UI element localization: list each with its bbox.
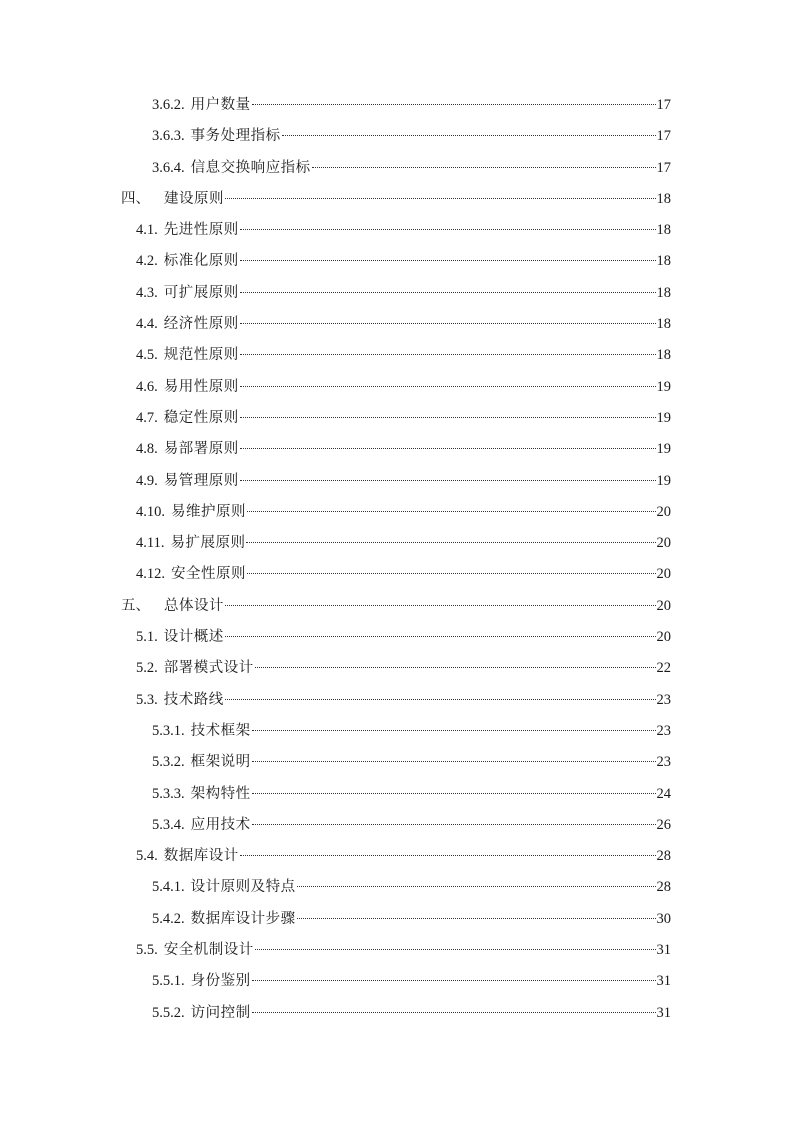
toc-entry-title: 安全性原则 — [171, 566, 246, 583]
dot-leader — [297, 886, 656, 887]
toc-entry-title: 信息交换响应指标 — [190, 159, 311, 176]
toc-entry-number: 5.3.2. — [152, 754, 185, 771]
toc-entry-title: 可扩展原则 — [163, 284, 239, 301]
toc-entry[interactable] — [0, 559, 793, 590]
dot-leader — [247, 511, 656, 512]
toc-entry-number: 五、 — [121, 597, 150, 614]
toc-entry-number: 3.6.3. — [152, 128, 185, 145]
toc-entry-title: 总体设计 — [164, 597, 224, 614]
toc-entry[interactable] — [0, 466, 793, 497]
toc-entry-page-number: 19 — [656, 441, 671, 458]
toc-entry[interactable] — [0, 340, 793, 371]
toc-entry-number: 3.6.2. — [152, 97, 185, 113]
toc-entry[interactable] — [0, 215, 793, 246]
toc-entry-page-number: 17 — [656, 128, 671, 145]
toc-entry-title: 设计概述 — [163, 629, 224, 646]
toc-entry-number: 4.12. — [136, 566, 165, 583]
toc-entry-title: 设计原则及特点 — [190, 879, 296, 896]
toc-entry-number: 5.5.2. — [152, 1004, 185, 1021]
toc-entry-number: 5.3.3. — [152, 785, 185, 802]
toc-entry-page-number: 18 — [656, 284, 671, 301]
dot-leader — [252, 730, 656, 731]
dot-leader — [252, 824, 656, 825]
toc-entry-title: 数据库设计 — [163, 848, 239, 865]
toc-entry-number: 5.1. — [136, 629, 158, 646]
toc-entry-page-number: 31 — [656, 1004, 671, 1021]
toc-entry-page-number: 22 — [656, 660, 671, 677]
toc-entry[interactable] — [0, 434, 793, 465]
dot-leader — [240, 260, 656, 261]
toc-entry-number: 4.8. — [136, 441, 158, 458]
toc-entry-page-number: 28 — [656, 848, 671, 865]
toc-entry[interactable] — [0, 872, 793, 903]
toc-entry-page-number: 18 — [656, 222, 671, 239]
toc-entry-number: 5.5. — [136, 942, 158, 959]
toc-entry-title: 标准化原则 — [163, 253, 239, 270]
toc-entry-number: 4.1. — [136, 222, 158, 239]
toc-entry-page-number: 30 — [656, 910, 671, 927]
table-of-contents — [0, 90, 793, 1029]
toc-entry-page-number: 18 — [656, 253, 671, 270]
dot-leader — [225, 198, 656, 199]
toc-entry[interactable] — [0, 935, 793, 966]
toc-entry-number: 4.11. — [136, 535, 165, 552]
dot-leader — [297, 918, 656, 919]
toc-entry-number: 4.7. — [136, 409, 158, 426]
toc-entry-page-number: 19 — [656, 472, 671, 489]
toc-entry[interactable] — [0, 403, 793, 434]
dot-leader — [225, 605, 656, 606]
toc-entry-page-number: 17 — [656, 159, 671, 176]
toc-entry-page-number: 23 — [656, 754, 671, 771]
toc-entry-page-number: 23 — [656, 722, 671, 739]
toc-entry-number: 4.4. — [136, 316, 158, 333]
toc-entry[interactable] — [0, 779, 793, 810]
toc-entry[interactable] — [0, 653, 793, 684]
dot-leader — [240, 417, 656, 418]
toc-entry-number: 4.9. — [136, 472, 158, 489]
toc-entry[interactable] — [0, 622, 793, 653]
toc-entry[interactable] — [0, 90, 793, 121]
toc-entry-title: 稳定性原则 — [163, 409, 239, 426]
toc-entry-page-number: 20 — [656, 629, 671, 646]
toc-entry-page-number: 20 — [656, 597, 671, 614]
toc-entry-page-number: 20 — [656, 566, 671, 583]
toc-entry[interactable] — [0, 309, 793, 340]
toc-entry[interactable] — [0, 591, 793, 622]
toc-entry-page-number: 31 — [656, 942, 671, 959]
toc-entry[interactable] — [0, 966, 793, 997]
dot-leader — [246, 542, 655, 543]
toc-entry-title: 技术路线 — [163, 691, 224, 708]
dot-leader — [240, 354, 656, 355]
dot-leader — [282, 135, 656, 136]
toc-entry[interactable] — [0, 246, 793, 277]
toc-entry-title: 架构特性 — [190, 785, 251, 802]
toc-entry-number: 5.4. — [136, 848, 158, 865]
toc-entry-title: 易部署原则 — [163, 441, 239, 458]
toc-entry-title: 易扩展原则 — [170, 535, 246, 552]
toc-entry-title: 先进性原则 — [163, 222, 239, 239]
toc-entry-title: 易用性原则 — [163, 378, 239, 395]
toc-entry-page-number: 24 — [656, 785, 671, 802]
toc-entry-number: 5.5.1. — [152, 973, 185, 990]
toc-entry-title: 易管理原则 — [163, 472, 239, 489]
toc-entry-number: 四、 — [121, 190, 150, 207]
toc-entry-page-number: 31 — [656, 973, 671, 990]
toc-entry[interactable] — [0, 841, 793, 872]
toc-entry[interactable] — [0, 904, 793, 935]
toc-entry[interactable] — [0, 153, 793, 184]
dot-leader — [252, 1012, 656, 1013]
toc-entry-page-number: 20 — [656, 503, 671, 520]
toc-entry[interactable] — [0, 372, 793, 403]
toc-entry-title: 部署模式设计 — [163, 660, 254, 677]
dot-leader — [247, 573, 656, 574]
toc-entry-page-number: 18 — [656, 347, 671, 364]
toc-entry-page-number: 20 — [656, 535, 671, 552]
toc-entry-number: 5.3. — [136, 691, 158, 708]
dot-leader — [252, 104, 656, 105]
toc-entry[interactable] — [0, 998, 793, 1029]
dot-leader — [240, 386, 656, 387]
toc-entry-page-number: 23 — [656, 691, 671, 708]
toc-entry-page-number: 17 — [656, 97, 671, 113]
toc-entry-page-number: 19 — [656, 378, 671, 395]
toc-entry[interactable] — [0, 810, 793, 841]
toc-entry-title: 技术框架 — [190, 722, 251, 739]
toc-entry-title: 事务处理指标 — [190, 128, 281, 145]
toc-entry-title: 应用技术 — [190, 816, 251, 833]
toc-entry-title: 访问控制 — [190, 1004, 251, 1021]
dot-leader — [225, 699, 656, 700]
toc-entry-page-number: 18 — [656, 190, 671, 207]
dot-leader — [312, 167, 656, 168]
dot-leader — [252, 761, 656, 762]
toc-entry[interactable] — [0, 528, 793, 559]
toc-entry-page-number: 28 — [656, 879, 671, 896]
toc-entry-number: 4.6. — [136, 378, 158, 395]
dot-leader — [240, 229, 656, 230]
toc-entry[interactable] — [0, 278, 793, 309]
dot-leader — [240, 855, 656, 856]
toc-entry[interactable] — [0, 685, 793, 716]
toc-entry-number: 4.10. — [136, 503, 165, 520]
dot-leader — [240, 448, 656, 449]
toc-entry-page-number: 19 — [656, 409, 671, 426]
toc-entry-number: 5.4.2. — [152, 910, 185, 927]
toc-entry-title: 身份鉴别 — [190, 973, 251, 990]
toc-entry-number: 5.3.4. — [152, 816, 185, 833]
dot-leader — [240, 480, 656, 481]
dot-leader — [240, 292, 656, 293]
toc-entry-number: 4.3. — [136, 284, 158, 301]
toc-entry-title: 经济性原则 — [163, 316, 239, 333]
toc-entry[interactable] — [0, 747, 793, 778]
toc-entry-title: 规范性原则 — [163, 347, 239, 364]
toc-entry-number: 5.3.1. — [152, 722, 185, 739]
toc-entry-number: 4.2. — [136, 253, 158, 270]
toc-entry-title: 建设原则 — [164, 190, 224, 207]
toc-entry-number: 3.6.4. — [152, 159, 185, 176]
dot-leader — [252, 980, 656, 981]
toc-entry-title: 用户数量 — [190, 97, 251, 113]
toc-entry-title: 数据库设计步骤 — [190, 910, 296, 927]
toc-entry-title: 框架说明 — [190, 754, 251, 771]
toc-entry-number: 4.5. — [136, 347, 158, 364]
dot-leader — [225, 636, 656, 637]
toc-entry-number: 5.4.1. — [152, 879, 185, 896]
dot-leader — [252, 793, 656, 794]
toc-entry-title: 安全机制设计 — [163, 942, 254, 959]
toc-entry-page-number: 18 — [656, 316, 671, 333]
toc-entry-number: 5.2. — [136, 660, 158, 677]
toc-entry[interactable] — [0, 497, 793, 528]
dot-leader — [255, 949, 656, 950]
toc-entry[interactable] — [0, 121, 793, 152]
dot-leader — [240, 323, 656, 324]
toc-entry[interactable] — [0, 716, 793, 747]
toc-entry-page-number: 26 — [656, 816, 671, 833]
dot-leader — [255, 667, 656, 668]
toc-entry[interactable] — [0, 184, 793, 215]
toc-entry-title: 易维护原则 — [171, 503, 246, 520]
